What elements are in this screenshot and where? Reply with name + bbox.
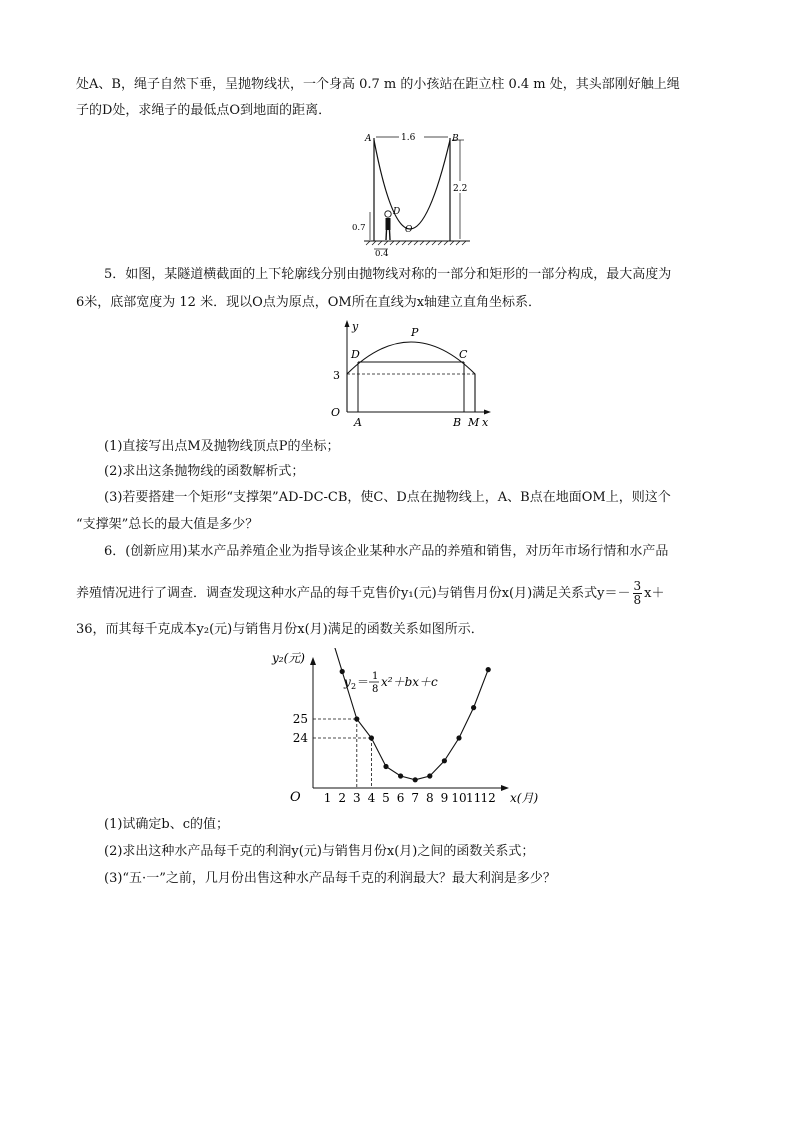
q5-sub3b: “支撑架”总长的最大值是多少？ (76, 517, 259, 532)
label-P: P (411, 326, 419, 339)
data-point (486, 667, 491, 672)
label-child-d: 0.4 (375, 249, 389, 258)
x-tick-label: 2 (338, 791, 347, 805)
chart-formula (343, 671, 438, 695)
x-tick-label: 6 (396, 791, 405, 805)
q5-sub3a: (3)若要搭建一个矩形“支撑架”AD-DC-CB，使C、D点在抛物线上，A、B点在地面OM上，则这个 (104, 490, 671, 505)
x-tick-label: 3 (352, 791, 361, 805)
cost-chart (268, 648, 568, 810)
x-tick-label: 7 (411, 791, 420, 805)
label-A: A (354, 416, 362, 429)
data-point (369, 735, 374, 740)
q6-frac-den: 8 (633, 593, 642, 607)
formula-rhs: x²＋bx＋c (381, 675, 438, 689)
formula-eq: ＝ (357, 675, 370, 689)
x-tick-label: 4 (367, 791, 376, 805)
axis-x: x (482, 416, 489, 429)
q6-sub2: (2)求出这种水产品每千克的利润y(元)与销售月份x(月)之间的函数关系式； (104, 844, 535, 859)
data-point (413, 777, 418, 782)
x-tick-label: 5 (382, 791, 390, 805)
formula-den: 8 (372, 684, 379, 695)
chart-origin: O (290, 790, 301, 805)
q5-sub1: (1)直接写出点M及抛物线顶点P的坐标； (104, 439, 340, 454)
x-tick-label: 10 (451, 791, 467, 805)
q5-line2: 6米，底部宽度为 12 米．现以O点为原点，OM所在直线为x轴建立直角坐标系． (76, 295, 542, 310)
data-point (398, 773, 403, 778)
data-point (456, 735, 461, 740)
y-tick-label: 24 (292, 731, 308, 745)
q5-sub2: (2)求出这条抛物线的函数解析式； (104, 464, 305, 479)
q6-line2 (76, 580, 716, 607)
x-tick-label: 12 (480, 791, 496, 805)
data-point (354, 716, 359, 721)
label-width: 1.6 (401, 133, 416, 143)
x-tick-label: 9 (440, 791, 449, 805)
q6-sub1: (1)试确定b、c的值； (104, 817, 230, 832)
label-M: M (468, 416, 480, 429)
formula-sub: 2 (351, 682, 357, 691)
chart-xlabel: x(月) (510, 791, 539, 805)
q6-sub3: (3)“五·一”之前，几月份出售这种水产品每千克的利润最大？最大利润是多少？ (104, 871, 556, 886)
q6-line3: 36，而其每千克成本y₂(元)与销售月份x(月)满足的函数关系如图所示． (76, 622, 484, 637)
label-B: B (452, 134, 459, 144)
label-O: O (405, 225, 413, 235)
x-tick-label: 8 (425, 791, 434, 805)
label-C: C (459, 348, 468, 361)
q6-frac-num: 3 (633, 579, 642, 593)
q6-line2b: x＋ (644, 586, 665, 601)
label-height: 2.2 (453, 184, 468, 194)
label-A: A (365, 134, 372, 144)
formula-lhs: y (344, 675, 351, 689)
q5-line1: 5．如图，某隧道横截面的上下轮廓线分别由抛物线对称的一部分和矩形的一部分构成，最大高度为 (104, 267, 672, 282)
label-O: O (331, 406, 341, 419)
q6-line1: 6．(创新应用)某水产品养殖企业为指导该企业某种水产品的养殖和销售，对历年市场行情和水产品 (104, 544, 669, 559)
label-child-h: 0.7 (352, 223, 366, 233)
q4-line2: 子的D处，求绳子的最低点O到地面的距离． (76, 103, 332, 118)
formula-num: 1 (372, 671, 379, 682)
x-tick-label: 11 (465, 791, 482, 805)
data-point (383, 764, 388, 769)
y-tick-label: 25 (292, 712, 308, 726)
rope-figure (352, 128, 492, 258)
cost-curve (328, 648, 489, 780)
data-point (471, 705, 476, 710)
data-point (427, 773, 432, 778)
label-D: D (393, 207, 401, 217)
label-D: D (351, 348, 360, 361)
label-B: B (453, 416, 462, 429)
data-point (340, 669, 345, 674)
q6-fraction (633, 580, 643, 607)
tunnel-figure (325, 318, 505, 430)
axis-y: y (352, 320, 359, 333)
x-axis-arrow (501, 785, 509, 791)
y-axis-arrow (310, 657, 316, 665)
q6-line2a: 养殖情况进行了调查．调查发现这种水产品的每千克售价y₁(元)与销售月份x(月)满足关系式y＝－ (76, 586, 631, 601)
q4-line1: 处A、B，绳子自然下垂，呈抛物线状，一个身高 0.7 m 的小孩站在距立柱 0.4 m 处，其头部刚好触上绳 (76, 77, 680, 92)
chart-ylabel: y₂(元) (272, 651, 305, 665)
data-point (442, 758, 447, 763)
x-tick-label: 1 (323, 791, 332, 805)
label-3: 3 (333, 369, 340, 382)
